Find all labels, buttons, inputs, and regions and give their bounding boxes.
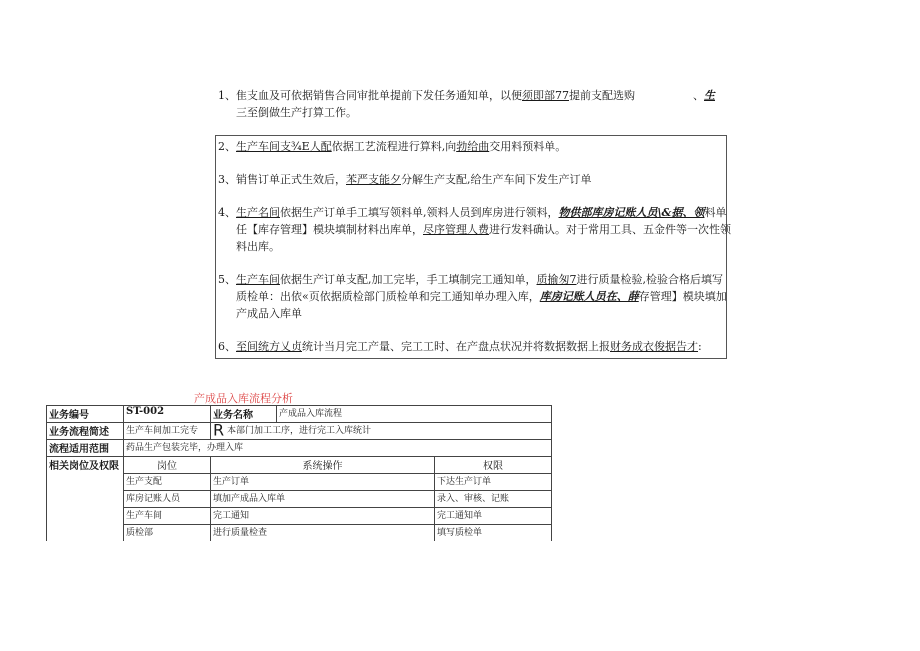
step-4-b: 依据生产订单手工填写领料单,领料人员到库房进行领料， (280, 206, 559, 219)
permission-cell: 完工通知单 (435, 508, 552, 525)
step-2-u2: 勃给曲 (456, 140, 490, 153)
para1-line2: 三至倒做生产打算工作。 (236, 106, 357, 119)
step-5-u2: 质揄匆7 (536, 273, 577, 286)
step-5-line2 (236, 288, 727, 305)
operation-cell: 生产订单 (211, 474, 435, 491)
table-row (47, 406, 552, 423)
step-5-line1 (218, 271, 723, 288)
label-flow-summary: 业务流程简述 (47, 423, 124, 440)
step-5-u: 生产车间 (236, 273, 280, 286)
para1-text-d: 生 (704, 89, 715, 102)
post-cell: 库房记账人员 (124, 491, 211, 508)
step-5-l2c: 存管理】模块填加 (638, 290, 727, 303)
step-2-num: 2、 (218, 140, 236, 153)
biz-code-value: ST-002 (124, 406, 211, 423)
post-cell: 生产支配 (124, 474, 211, 491)
label-biz-name: 业务名称 (211, 406, 277, 423)
step-3-a: 3、销售订单正式生效后， (218, 173, 346, 186)
para1-text: 1、隹支血及可依据销售合同审批单提前下发任务通知单，以便 (218, 89, 522, 102)
para1-line1-tail (693, 87, 715, 104)
step-6-end: : (698, 340, 702, 353)
step-6-u1: 至间统方乂贞 (236, 340, 302, 353)
step-4-l2a: 任【库存管理】模块填制材料出库单， (236, 223, 423, 236)
label-biz-code: 业务编号 (47, 406, 124, 423)
para1-text-c: 、 (693, 89, 704, 102)
para1-line1 (218, 87, 635, 104)
post-cell: 质检部 (124, 525, 211, 542)
step-5-l2a: 质检单：出依«页依据质检部门质检单和完工通知单办理入库， (236, 290, 540, 303)
table-row (47, 457, 552, 474)
biz-name-value: 产成品入库流程 (277, 406, 552, 423)
label-posts-permissions: 相关岗位及权限 (47, 457, 124, 542)
post-cell: 生产车间 (124, 508, 211, 525)
operation-cell: 进行质量检查 (211, 525, 435, 542)
step-4-l2b: 进行发料确认。对于常用工具、五金件等一次性领 (489, 223, 731, 236)
para1-underlined: 须即部77 (522, 89, 569, 102)
flow-summary-text: 本部门加工工序，进行完工入库统计 (227, 426, 372, 436)
step-5-line3: 产成品入库单 (236, 307, 302, 320)
step-6-num: 6、 (218, 340, 236, 353)
process-steps-box (215, 135, 727, 359)
para1-text-b: 提前支配选购 (569, 89, 635, 102)
step-4-u: 生产名间 (236, 206, 280, 219)
table-title: 产成品入库流程分析 (194, 392, 293, 405)
step-6 (218, 338, 702, 355)
step-3-u: 苯严支能夕 (346, 173, 401, 186)
step-5-c: 进行质量检验,检验合格后填写 (576, 273, 723, 286)
step-4-line2 (236, 221, 731, 238)
header-permission: 权限 (435, 457, 552, 474)
step-5-l2bi: 库房记账人员在、薛 (539, 290, 639, 303)
header-post: 岗位 (124, 457, 211, 474)
step-4-line3: 料出库。 (236, 240, 280, 253)
step-5-b: 依据生产订单支配,加工完毕，手工填制完工通知单， (280, 273, 537, 286)
permission-cell: 填写质检单 (435, 525, 552, 542)
table-row (47, 440, 552, 457)
step-2-u1: 生产车间支¾E人配 (236, 140, 332, 153)
step-4-c: 料单 (704, 206, 727, 219)
flow-summary-r: R (213, 420, 225, 440)
step-2-end: 交用料预料单。 (489, 140, 567, 153)
step-6-mid: 统计当月完工产量、完工工时、在产盘点状况并将数据数据上报 (302, 340, 610, 353)
scope-value: 药品生产包装完毕，办理入库 (124, 440, 552, 457)
permission-cell: 下达生产订单 (435, 474, 552, 491)
table-row (47, 423, 552, 440)
process-table (46, 405, 552, 541)
operation-cell: 填加产成品入库单 (211, 491, 435, 508)
step-4-l2u: 尽序管理人费 (423, 223, 489, 236)
permission-cell: 录入、审核、记账 (435, 491, 552, 508)
flow-summary-part1: 生产车间加工完专 (124, 423, 211, 440)
step-5-num: 5、 (218, 273, 236, 286)
flow-summary-part2 (211, 420, 552, 440)
step-4-line1 (218, 204, 726, 221)
step-3 (218, 171, 592, 188)
label-scope: 流程适用范围 (47, 440, 124, 457)
step-6-u2: 财务成衣俊据告才 (610, 340, 698, 353)
step-2-mid: 依据工艺流程进行算料,向 (331, 140, 457, 153)
step-2 (218, 138, 566, 155)
step-4-bi: 物供部库房记账人员\&据、领 (558, 206, 705, 219)
operation-cell: 完工通知 (211, 508, 435, 525)
step-3-b: 分解生产支配,给生产车间下发生产订单 (401, 173, 592, 186)
step-4-num: 4、 (218, 206, 236, 219)
header-operation: 系统操作 (211, 457, 435, 474)
